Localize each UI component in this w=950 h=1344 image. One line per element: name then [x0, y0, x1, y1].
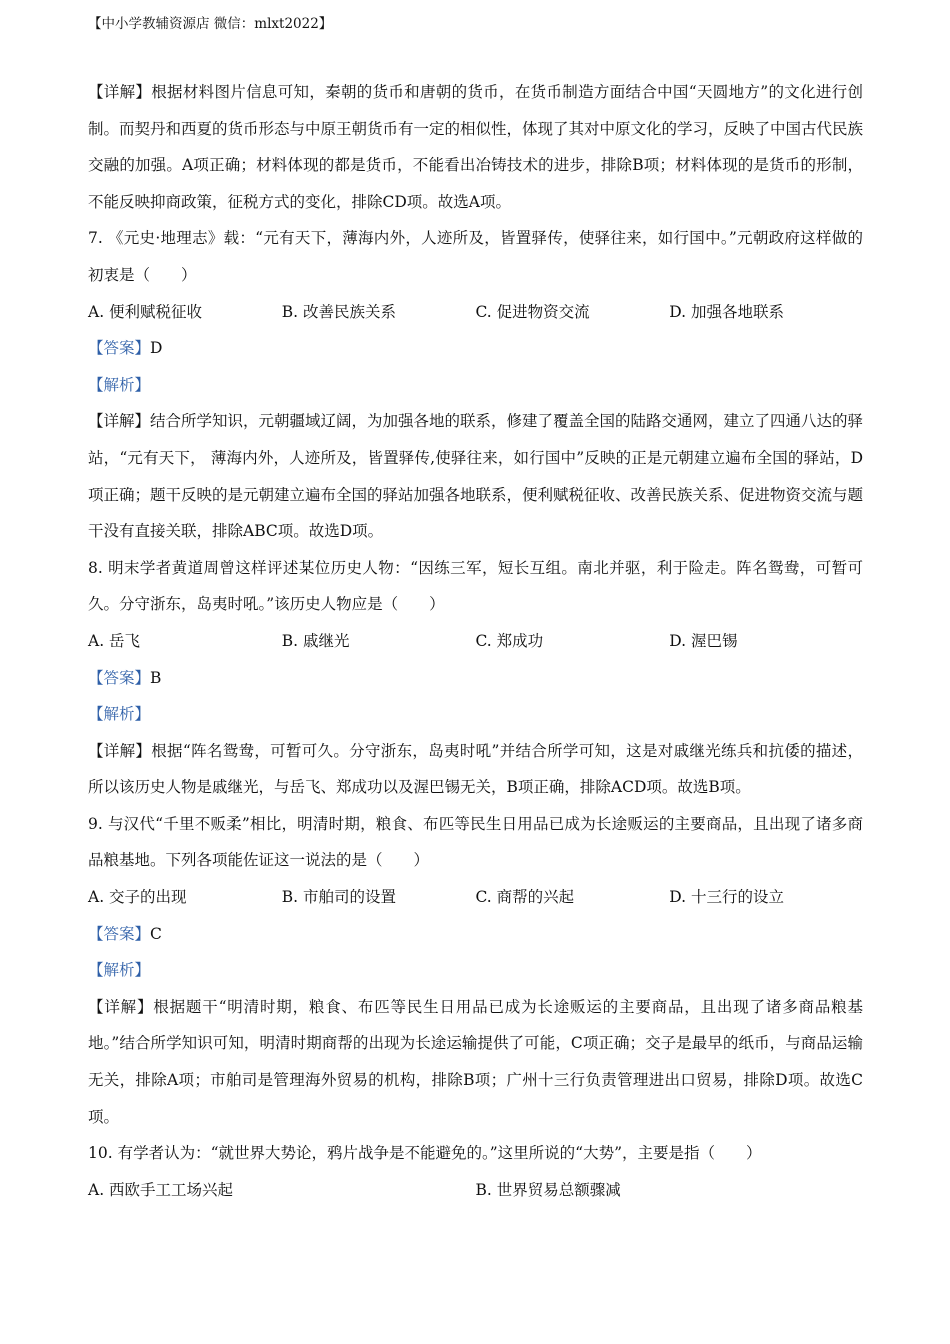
q9-options: [88, 879, 863, 916]
q8-options: [88, 623, 863, 660]
q8-detail: 【详解】根据“阵名鸳鸯，可暂可久。分守浙东，岛夷时吼”并结合所学可知，这是对戚继光练兵和抗倭的描述，所以该历史人物是戚继光，与岳飞、郑成功以及渥巴锡无关，B项正确，排除ACD项。故选B项。: [88, 741, 863, 797]
q7-detail: 【详解】结合所学知识，元朝疆域辽阔，为加强各地的联系，修建了覆盖全国的陆路交通网，建立了四通八达的驿站，“元有天下， 薄海内外，人迹所及，皆置驿传,使驿往来，如行国中”反映的正是元朝建立遍布全国的驿站，D项正确；题干反映的是元朝建立遍布全国的驿站加强各地联系，便利赋税征收、改善民族关系、促进物资交流与题干没有直接关联，排除ABC项。故选D项。: [88, 412, 864, 541]
q10-options: [88, 1172, 863, 1209]
q8-analysis-label: 【解析】: [88, 705, 151, 724]
q9-detail: 【详解】根据题干“明清时期，粮食、布匹等民生日用品已成为长途贩运的主要商品，且出现了诸多商品粮基地。”结合所学知识可知，明清时期商帮的出现为长途运输提供了可能，C项正确；交子是最早的纸币，与商品运输无关，排除A项；市舶司是管理海外贸易的机构，排除B项；广州十三行负责管理进出口贸易，排除D项。故选C项。: [88, 997, 863, 1126]
q9-answer: [88, 916, 863, 953]
q9-option-a: A. 交子的出现: [88, 888, 187, 907]
page-header: 【中小学教辅资源店 微信：mlxt2022】: [88, 16, 333, 32]
q9-analysis-label: 【解析】: [88, 961, 151, 980]
q9-option-c: C. 商帮的兴起: [475, 888, 575, 907]
answer-value: C: [150, 924, 162, 943]
q8-option-a: A. 岳飞: [88, 631, 141, 650]
q7-option-d: D. 加强各地联系: [669, 302, 784, 321]
q10-stem: 10. 有学者认为：“就世界大势论，鸦片战争是不能避免的。”这里所说的“大势”，主要是指（ ）: [88, 1144, 762, 1163]
q8-stem: 8. 明末学者黄道周曾这样评述某位历史人物：“因练三军，短长互组。南北并驱，利于险走。阵名鸳鸯，可暂可久。分守浙东，岛夷时吼。”该历史人物应是（ ）: [88, 558, 863, 614]
answer-value: B: [150, 668, 162, 687]
q7-option-c: C. 促进物资交流: [475, 302, 590, 321]
q10-option-b: B. 世界贸易总额骤减: [475, 1180, 621, 1199]
answer-label: 【答案】: [88, 339, 151, 358]
answer-label: 【答案】: [88, 668, 151, 687]
content: [88, 74, 863, 1208]
q7-answer: [88, 330, 863, 367]
q7-option-a: A. 便利赋税征收: [88, 302, 203, 321]
q9-option-b: B. 市舶司的设置: [281, 888, 396, 907]
q8-answer: [88, 660, 863, 697]
q10-option-a: A. 西欧手工工场兴起: [88, 1180, 234, 1199]
q7-option-b: B. 改善民族关系: [281, 302, 396, 321]
q8-option-d: D. 渥巴锡: [669, 631, 738, 650]
q7-options: [88, 294, 863, 331]
q6-detail: 【详解】根据材料图片信息可知，秦朝的货币和唐朝的货币，在货币制造方面结合中国“天圆地方”的文化进行创制。而契丹和西夏的货币形态与中原王朝货币有一定的相似性，体现了其对中原文化的学习，反映了中国古代民族交融的加强。A项正确；材料体现的都是货币，不能看出冶铸技术的进步，排除B项；材料体现的是货币的形制，不能反映抑商政策，征税方式的变化，排除CD项。故选A项。: [88, 83, 864, 211]
q8-option-c: C. 郑成功: [475, 631, 544, 650]
q9-option-d: D. 十三行的设立: [669, 888, 784, 907]
q9-stem: 9. 与汉代“千里不贩柔”相比，明清时期，粮食、布匹等民生日用品已成为长途贩运的主要商品，且出现了诸多商品粮基地。下列各项能佐证这一说法的是（ ）: [88, 814, 863, 870]
answer-label: 【答案】: [88, 924, 151, 943]
q8-option-b: B. 戚继光: [281, 631, 350, 650]
q7-stem: 7. 《元史·地理志》载：“元有天下，薄海内外，人迹所及，皆置驿传，使驿往来，如行国中。”元朝政府这样做的初衷是（ ）: [88, 229, 863, 284]
q7-analysis-label: 【解析】: [88, 375, 151, 394]
answer-value: D: [150, 339, 163, 358]
